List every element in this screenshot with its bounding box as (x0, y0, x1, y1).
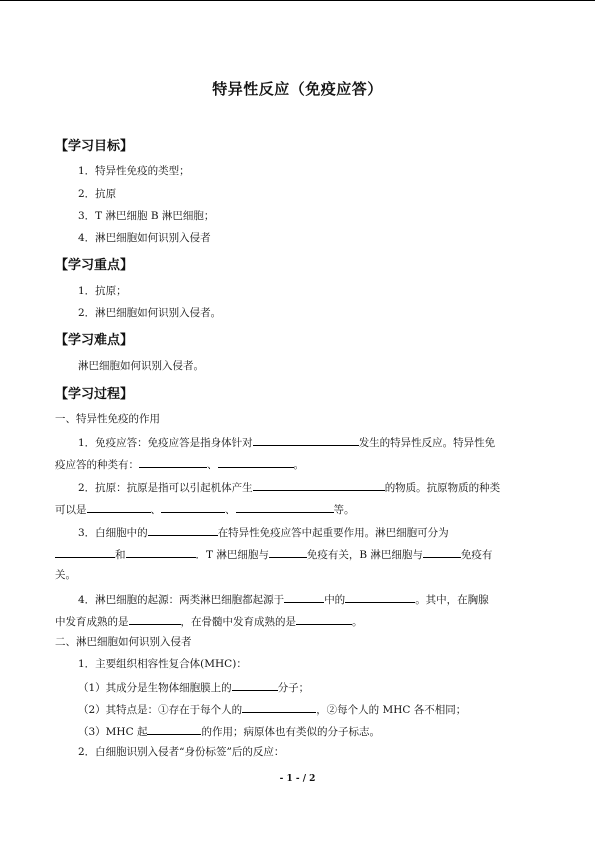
part2-heading: 二、淋巴细胞如何识别入侵者 (55, 636, 192, 648)
fill-blank[interactable] (269, 546, 307, 558)
paragraph-3-line-1: 3．白细胞中的 在特异性免疫应答中起重要作用。淋巴细胞可分为 (78, 524, 449, 540)
fill-blank[interactable] (218, 456, 294, 468)
fill-blank[interactable] (139, 456, 207, 468)
fill-blank[interactable] (129, 613, 181, 625)
paragraph-1-line-2: 疫应答的种类有： 、 。 (55, 456, 304, 472)
question-1-sub-2: （2）其特点是：①存在于每个人的 ，②每个人的 MHC 各不相同； (78, 701, 466, 717)
paragraph-1-line-1: 1．免疫应答：免疫应答是指身体针对 发生的特异性反应。特异性免 (78, 434, 495, 450)
section-heading-difficulties: 【学习难点】 (55, 333, 134, 348)
fill-blank[interactable] (236, 501, 334, 513)
paragraph-2-line-2: 可以是 、 、 等。 (55, 501, 355, 517)
key-point-item: 2．淋巴细胞如何识别入侵者。 (78, 307, 222, 319)
question-1-sub-3: （3）MHC 起 的作用；病原体也有类似的分子标志。 (78, 723, 380, 739)
question-1: 1．主要组织相容性复合体(MHC)： (78, 658, 247, 670)
fill-blank[interactable] (126, 546, 196, 558)
goal-item: 1．特异性免疫的类型； (78, 165, 190, 177)
fill-blank[interactable] (148, 524, 218, 536)
fill-blank[interactable] (345, 591, 415, 603)
fill-blank[interactable] (147, 723, 201, 735)
question-2: 2．白细胞识别入侵者“身份标签”后的反应： (78, 746, 285, 758)
paragraph-3-line-2: 和 ．T 淋巴细胞与 免疫有关，B 淋巴细胞与 免疫有 (55, 546, 492, 562)
goal-item: 3．T 淋巴细胞 B 淋巴细胞； (78, 210, 215, 222)
section-heading-process: 【学习过程】 (55, 387, 134, 402)
fill-blank[interactable] (242, 701, 316, 713)
page-title: 特异性反应（免疫应答） (212, 80, 383, 98)
fill-blank[interactable] (55, 546, 115, 558)
fill-blank[interactable] (253, 479, 385, 491)
paragraph-4-line-2: 中发育成熟的是 ，在骨髓中发育成熟的是 。 (55, 613, 363, 629)
difficulty-text: 淋巴细胞如何识别入侵者。 (78, 360, 204, 372)
fill-blank[interactable] (253, 434, 359, 446)
goal-item: 2．抗原 (78, 188, 117, 200)
paragraph-3-line-3: 关。 (55, 569, 76, 581)
goal-item: 4．淋巴细胞如何识别入侵者 (78, 232, 211, 244)
fill-blank[interactable] (87, 501, 151, 513)
fill-blank[interactable] (232, 679, 278, 691)
key-point-item: 1．抗原； (78, 285, 127, 297)
question-1-sub-1: （1）其成分是生物体细胞膜上的 分子； (78, 679, 309, 695)
section-heading-key-points: 【学习重点】 (55, 258, 134, 273)
header-rule (0, 0, 595, 1)
paragraph-4-line-1: 4．淋巴细胞的起源：两类淋巴细胞都起源于 中的 。其中，在胸腺 (78, 591, 489, 607)
page-number: - 1 - / 2 (279, 774, 316, 784)
fill-blank[interactable] (161, 501, 225, 513)
part1-heading: 一、特异性免疫的作用 (55, 413, 160, 425)
fill-blank[interactable] (284, 591, 324, 603)
section-heading-goals: 【学习目标】 (55, 139, 134, 154)
paragraph-2-line-1: 2．抗原：抗原是指可以引起机体产生 的物质。抗原物质的种类 (78, 479, 500, 495)
fill-blank[interactable] (296, 613, 352, 625)
fill-blank[interactable] (423, 546, 461, 558)
